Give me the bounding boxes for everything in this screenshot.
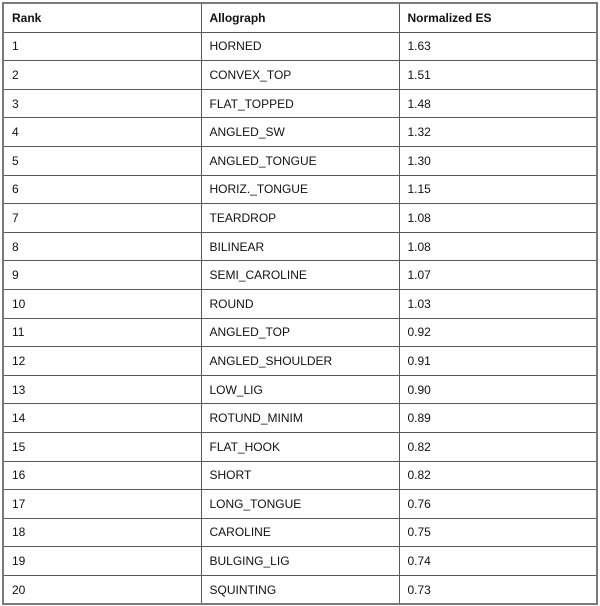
rank-cell: 7 — [3, 204, 201, 233]
table-row — [3, 404, 597, 433]
rank-cell: 8 — [3, 232, 201, 261]
normalized-es-cell: 0.89 — [399, 404, 597, 433]
normalized-es-cell: 1.03 — [399, 289, 597, 318]
table-row — [3, 432, 597, 461]
normalized-es-cell: 1.51 — [399, 61, 597, 90]
table-row — [3, 261, 597, 290]
rank-cell: 1 — [3, 32, 201, 61]
table-row — [3, 289, 597, 318]
rank-cell: 3 — [3, 89, 201, 118]
allograph-cell: FLAT_HOOK — [201, 432, 399, 461]
normalized-es-cell: 0.75 — [399, 518, 597, 547]
table-row — [3, 204, 597, 233]
rank-cell: 4 — [3, 118, 201, 147]
allograph-cell: TEARDROP — [201, 204, 399, 233]
table-row — [3, 575, 597, 604]
normalized-es-cell: 0.82 — [399, 461, 597, 490]
table-row — [3, 89, 597, 118]
allograph-cell: ANGLED_SHOULDER — [201, 347, 399, 376]
allograph-cell: SQUINTING — [201, 575, 399, 604]
normalized-es-cell: 1.30 — [399, 146, 597, 175]
table-header-row — [3, 3, 597, 32]
allograph-cell: ANGLED_TONGUE — [201, 146, 399, 175]
table-row — [3, 118, 597, 147]
allograph-cell: ANGLED_TOP — [201, 318, 399, 347]
table-row — [3, 175, 597, 204]
normalized-es-cell: 0.76 — [399, 490, 597, 519]
normalized-es-cell: 1.07 — [399, 261, 597, 290]
table-row — [3, 318, 597, 347]
normalized-es-cell: 0.73 — [399, 575, 597, 604]
normalized-es-cell: 1.08 — [399, 232, 597, 261]
rank-cell: 18 — [3, 518, 201, 547]
allograph-cell: FLAT_TOPPED — [201, 89, 399, 118]
rank-cell: 13 — [3, 375, 201, 404]
allograph-cell: BULGING_LIG — [201, 547, 399, 576]
table-row — [3, 461, 597, 490]
allograph-cell: BILINEAR — [201, 232, 399, 261]
allograph-cell: CAROLINE — [201, 518, 399, 547]
allograph-cell: LONG_TONGUE — [201, 490, 399, 519]
rank-cell: 12 — [3, 347, 201, 376]
table-row — [3, 232, 597, 261]
rank-cell: 11 — [3, 318, 201, 347]
table-row — [3, 347, 597, 376]
normalized-es-cell: 1.08 — [399, 204, 597, 233]
normalized-es-cell: 0.92 — [399, 318, 597, 347]
allograph-cell: HORNED — [201, 32, 399, 61]
normalized-es-cell: 0.90 — [399, 375, 597, 404]
allograph-cell: ROUND — [201, 289, 399, 318]
column-header-rank: Rank — [3, 3, 201, 32]
normalized-es-cell: 1.48 — [399, 89, 597, 118]
normalized-es-cell: 0.82 — [399, 432, 597, 461]
rank-cell: 10 — [3, 289, 201, 318]
rank-cell: 20 — [3, 575, 201, 604]
table-row — [3, 146, 597, 175]
rank-cell: 16 — [3, 461, 201, 490]
rank-cell: 14 — [3, 404, 201, 433]
rank-cell: 5 — [3, 146, 201, 175]
allograph-cell: SHORT — [201, 461, 399, 490]
column-header-normalized-es: Normalized ES — [399, 3, 597, 32]
table-row — [3, 547, 597, 576]
allograph-cell: ANGLED_SW — [201, 118, 399, 147]
allograph-ranking-table-container — [2, 2, 596, 605]
rank-cell: 19 — [3, 547, 201, 576]
rank-cell: 2 — [3, 61, 201, 90]
table-row — [3, 375, 597, 404]
rank-cell: 15 — [3, 432, 201, 461]
rank-cell: 6 — [3, 175, 201, 204]
table-row — [3, 61, 597, 90]
normalized-es-cell: 0.74 — [399, 547, 597, 576]
normalized-es-cell: 1.63 — [399, 32, 597, 61]
table-row — [3, 32, 597, 61]
normalized-es-cell: 0.91 — [399, 347, 597, 376]
allograph-ranking-table — [2, 2, 598, 605]
allograph-cell: CONVEX_TOP — [201, 61, 399, 90]
allograph-cell: ROTUND_MINIM — [201, 404, 399, 433]
column-header-allograph: Allograph — [201, 3, 399, 32]
allograph-cell: HORIZ._TONGUE — [201, 175, 399, 204]
table-row — [3, 518, 597, 547]
allograph-cell: SEMI_CAROLINE — [201, 261, 399, 290]
normalized-es-cell: 1.32 — [399, 118, 597, 147]
table-row — [3, 490, 597, 519]
rank-cell: 9 — [3, 261, 201, 290]
normalized-es-cell: 1.15 — [399, 175, 597, 204]
rank-cell: 17 — [3, 490, 201, 519]
allograph-cell: LOW_LIG — [201, 375, 399, 404]
